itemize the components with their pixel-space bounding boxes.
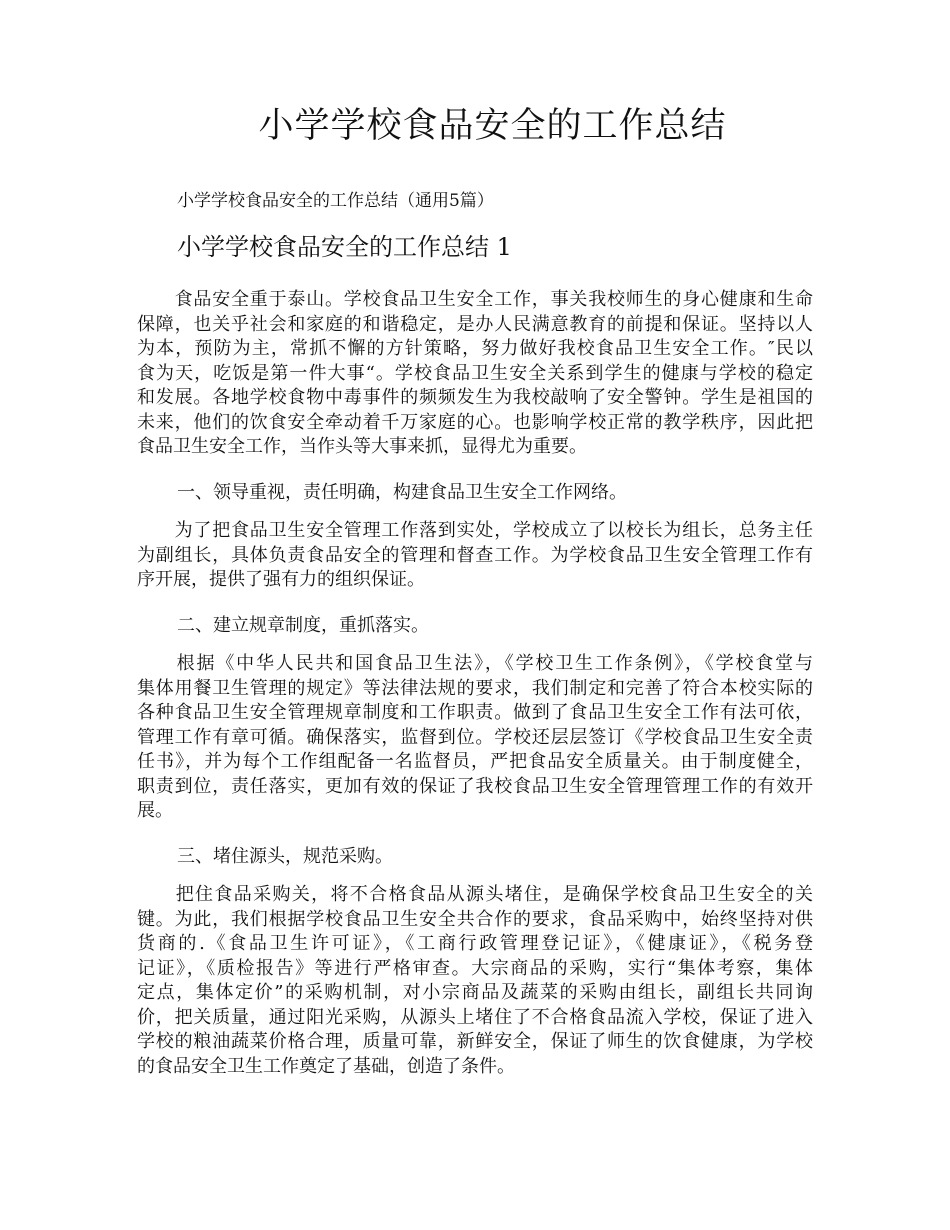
text-line: 和发展。各地学校食物中毒事件的频频发生为我校敲响了安全警钟。学生是祖国的 — [137, 387, 813, 408]
section-heading: 小学学校食品安全的工作总结 1 — [177, 233, 512, 261]
text-line: 学校的粮油蔬菜价格合理，质量可靠，新鲜安全，保证了师生的饮食健康，为学校 — [137, 1031, 813, 1052]
paragraph-leadership — [137, 519, 813, 593]
document-title: 小学学校食品安全的工作总结 — [258, 106, 727, 146]
text-line: 货商的.《食品卫生许可证》，《工商行政管理登记证》，《健康证》，《税务登 — [137, 933, 813, 954]
text-line: 序开展，提供了强有力的组织保证。 — [137, 569, 425, 590]
text-line: 为本，预防为主，常抓不懈的方针策略，努力做好我校食品卫生安全工作。″民以 — [137, 338, 813, 359]
text-line: 食品卫生安全工作，当作头等大事来抓，显得尤为重要。 — [137, 436, 587, 457]
section-title-1: 一、领导重视，责任明确，构建食品卫生安全工作网络。 — [177, 482, 627, 503]
text-line: 记证》，《质检报告》等进行严格审查。大宗商品的采购，实行“集体考察，集体 — [137, 957, 813, 979]
text-line: 为副组长，具体负责食品安全的管理和督查工作。为学校食品卫生安全管理工作有 — [137, 544, 813, 566]
document-subtitle: 小学学校食品安全的工作总结（通用5篇） — [177, 191, 494, 211]
text-line: 未来，他们的饮食安全牵动着千万家庭的心。也影响学校正常的教学秩序，因此把 — [137, 411, 813, 433]
text-line: 价，把关质量，通过阳光采购，从源头上堵住了不合格食品流入学校，保证了进入 — [137, 1006, 813, 1028]
section-title-2: 二、建立规章制度，重抓落实。 — [177, 615, 429, 636]
paragraph-intro — [137, 288, 813, 460]
text-line: 的食品安全卫生工作奠定了基础，创造了条件。 — [137, 1055, 515, 1077]
text-line: 定点，集体定价”的采购机制，对小宗商品及蔬菜的采购由组长，副组长共同询 — [137, 982, 813, 1003]
text-line: 食品安全重于泰山。学校食品卫生安全工作，事关我校师生的身心健康和生命 — [137, 289, 813, 310]
text-line: 各种食品卫生安全管理规章制度和工作职责。做到了食品卫生安全工作有法可依， — [137, 702, 813, 723]
text-line: 职责到位，责任落实，更加有效的保证了我校食品卫生安全管理管理工作的有效开 — [137, 775, 813, 797]
text-line: 任书》，并为每个工作组配备一名监督员，严把食品安全质量关。由于制度健全， — [137, 751, 813, 772]
paragraph-regulations — [137, 652, 813, 824]
text-line: 为了把食品卫生安全管理工作落到实处，学校成立了以校长为组长，总务主任 — [137, 520, 813, 541]
text-line: 食为天，吃饭是第一件大事“。学校食品卫生安全关系到学生的健康与学校的稳定 — [137, 362, 813, 384]
text-line: 把住食品采购关，将不合格食品从源头堵住，是确保学校食品卫生安全的关 — [137, 884, 813, 905]
text-line: 管理工作有章可循。确保落实，监督到位。学校还层层签订《学校食品卫生安全责 — [137, 726, 813, 748]
text-line: 保障，也关乎社会和家庭的和谐稳定，是办人民满意教育的前提和保证。坚持以人 — [137, 313, 813, 335]
text-line: 集体用餐卫生管理的规定》等法律法规的要求，我们制定和完善了符合本校实际的 — [137, 677, 813, 699]
text-line: 根据《中华人民共和国食品卫生法》，《学校卫生工作条例》，《学校食堂与 — [137, 653, 813, 674]
text-line: 展。 — [137, 800, 173, 821]
paragraph-procurement — [137, 883, 813, 1079]
section-title-3: 三、堵住源头，规范采购。 — [177, 846, 393, 867]
text-line: 键。为此，我们根据学校食品卫生安全共合作的要求，食品采购中，始终坚持对供 — [137, 908, 813, 930]
